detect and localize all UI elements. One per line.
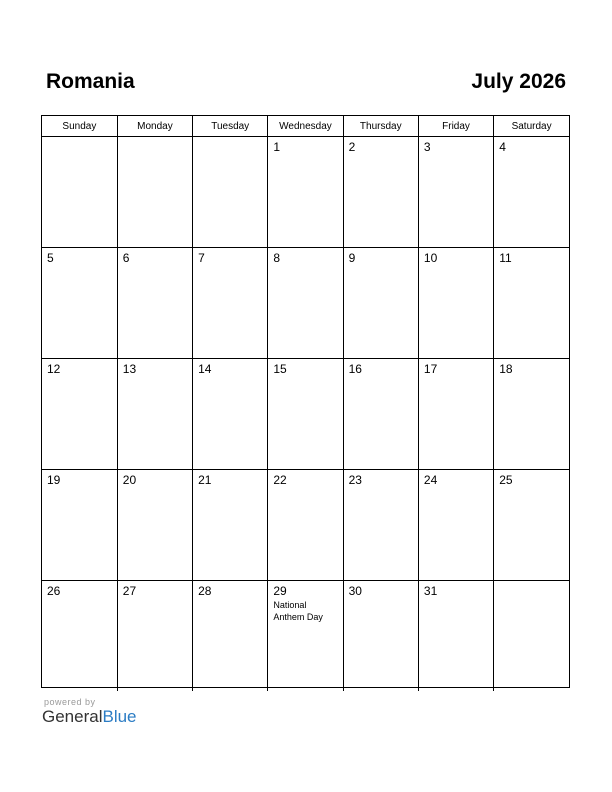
day-cell-content bbox=[494, 470, 569, 580]
day-cell[interactable] bbox=[418, 470, 493, 581]
day-number: 13 bbox=[122, 362, 137, 376]
day-number: 20 bbox=[122, 473, 137, 487]
day-number: 15 bbox=[273, 362, 287, 376]
day-cell-content bbox=[193, 470, 267, 580]
day-cell[interactable] bbox=[42, 359, 117, 470]
day-cell[interactable] bbox=[42, 248, 117, 359]
day-cell[interactable] bbox=[42, 581, 117, 692]
day-cell[interactable] bbox=[343, 470, 418, 581]
day-number: 12 bbox=[47, 362, 61, 376]
day-number: 16 bbox=[348, 362, 362, 376]
week-row bbox=[42, 470, 569, 581]
week-row bbox=[42, 359, 569, 470]
day-cell[interactable] bbox=[494, 359, 569, 470]
brand-general-text: General bbox=[42, 707, 103, 726]
day-number: 4 bbox=[499, 140, 506, 154]
day-cell[interactable] bbox=[42, 137, 117, 248]
day-cell[interactable] bbox=[494, 470, 569, 581]
day-cell-content bbox=[193, 359, 267, 469]
day-cell-content bbox=[494, 581, 569, 691]
generalblue-logo[interactable] bbox=[42, 707, 137, 727]
day-cell[interactable] bbox=[193, 470, 268, 581]
day-number: 5 bbox=[47, 251, 54, 265]
day-number: 19 bbox=[47, 473, 61, 487]
day-cell[interactable] bbox=[418, 581, 493, 692]
day-cell[interactable] bbox=[117, 137, 192, 248]
day-cell-content bbox=[419, 359, 493, 469]
weekday-sunday: Sunday bbox=[42, 116, 117, 137]
day-cell[interactable] bbox=[418, 359, 493, 470]
day-number: 6 bbox=[122, 251, 130, 265]
day-cell[interactable] bbox=[343, 359, 418, 470]
brand-blue-text: Blue bbox=[102, 707, 137, 726]
day-cell-content bbox=[118, 581, 192, 691]
day-cell[interactable] bbox=[193, 137, 268, 248]
day-cell-content bbox=[494, 248, 569, 358]
day-cell[interactable] bbox=[268, 470, 343, 581]
day-number: 1 bbox=[273, 140, 281, 154]
day-cell-content bbox=[494, 137, 569, 247]
day-number: 31 bbox=[423, 584, 438, 598]
day-cell-content bbox=[42, 137, 117, 247]
day-cell-content bbox=[344, 359, 418, 469]
day-cell[interactable] bbox=[494, 581, 569, 692]
weekday-wednesday: Wednesday bbox=[268, 116, 343, 137]
weekday-saturday: Saturday bbox=[494, 116, 569, 137]
week-row bbox=[42, 581, 569, 692]
day-cell-content bbox=[344, 137, 418, 247]
month-calendar-grid bbox=[41, 115, 570, 688]
day-cell[interactable] bbox=[418, 248, 493, 359]
day-cell-content bbox=[494, 359, 569, 469]
day-number: 30 bbox=[348, 584, 362, 598]
powered-by-text: powered by bbox=[44, 697, 96, 707]
day-cell[interactable] bbox=[418, 137, 493, 248]
day-cell-content bbox=[42, 359, 117, 469]
day-cell[interactable] bbox=[193, 248, 268, 359]
day-cell-content bbox=[344, 470, 418, 580]
day-cell-content bbox=[268, 359, 342, 469]
week-row bbox=[42, 137, 569, 248]
day-cell[interactable] bbox=[343, 137, 418, 248]
day-cell-content bbox=[193, 581, 267, 691]
day-cell[interactable] bbox=[343, 581, 418, 692]
day-cell[interactable] bbox=[42, 470, 117, 581]
calendar-body bbox=[42, 137, 569, 692]
weekday-monday: Monday bbox=[117, 116, 192, 137]
day-cell-content bbox=[118, 248, 192, 358]
day-cell-content bbox=[268, 248, 342, 358]
day-number: 28 bbox=[198, 584, 212, 598]
day-cell-content bbox=[193, 248, 267, 358]
day-cell[interactable] bbox=[117, 470, 192, 581]
day-number: 25 bbox=[499, 473, 513, 487]
day-cell-content bbox=[419, 137, 493, 247]
weekday-friday: Friday bbox=[418, 116, 493, 137]
day-cell[interactable] bbox=[494, 137, 569, 248]
day-number: 9 bbox=[348, 251, 356, 265]
day-number: 29 bbox=[273, 584, 287, 598]
day-cell-content bbox=[344, 248, 418, 358]
weekday-header-row bbox=[42, 116, 569, 137]
day-number: 11 bbox=[499, 251, 512, 265]
day-cell[interactable] bbox=[193, 581, 268, 692]
day-cell[interactable] bbox=[117, 581, 192, 692]
day-cell-content bbox=[419, 470, 493, 580]
day-cell[interactable] bbox=[268, 248, 343, 359]
day-cell-content bbox=[268, 470, 342, 580]
day-cell-content bbox=[419, 581, 493, 691]
day-number: 23 bbox=[348, 473, 362, 487]
week-row bbox=[42, 248, 569, 359]
day-number: 17 bbox=[423, 362, 438, 376]
day-cell-content bbox=[419, 248, 493, 358]
weekday-thursday: Thursday bbox=[343, 116, 418, 137]
day-cell[interactable] bbox=[117, 359, 192, 470]
calendar-header bbox=[46, 70, 566, 100]
day-cell-content bbox=[268, 581, 342, 691]
footer-branding bbox=[42, 697, 137, 727]
day-cell-content bbox=[118, 470, 192, 580]
day-cell[interactable] bbox=[343, 248, 418, 359]
day-cell[interactable] bbox=[494, 248, 569, 359]
day-number: 2 bbox=[348, 140, 356, 154]
day-cell[interactable] bbox=[193, 359, 268, 470]
day-cell-content bbox=[42, 581, 117, 691]
day-cell-content bbox=[42, 248, 117, 358]
day-number: 24 bbox=[423, 473, 438, 487]
country-title: Romania bbox=[46, 70, 135, 93]
day-number: 27 bbox=[122, 584, 137, 598]
day-cell-content bbox=[118, 137, 192, 247]
day-number: 14 bbox=[198, 362, 212, 376]
day-number: 8 bbox=[273, 251, 281, 265]
day-cell-content bbox=[42, 470, 117, 580]
day-cell[interactable] bbox=[117, 248, 192, 359]
day-number: 7 bbox=[198, 251, 205, 265]
day-number: 3 bbox=[423, 140, 431, 154]
day-cell-content bbox=[268, 137, 342, 247]
day-number: 10 bbox=[423, 251, 438, 265]
day-cell-content bbox=[193, 137, 267, 247]
holiday-label: National Anthem Day bbox=[273, 600, 323, 622]
day-cell-content bbox=[344, 581, 418, 691]
day-number: 21 bbox=[198, 473, 212, 487]
day-number: 22 bbox=[273, 473, 287, 487]
day-cell[interactable] bbox=[268, 359, 343, 470]
month-year-title: July 2026 bbox=[471, 70, 566, 93]
day-number: 26 bbox=[47, 584, 61, 598]
day-number: 18 bbox=[499, 362, 513, 376]
weekday-tuesday: Tuesday bbox=[193, 116, 268, 137]
calendar-table bbox=[42, 116, 569, 691]
day-cell-content bbox=[118, 359, 192, 469]
day-cell[interactable] bbox=[268, 137, 343, 248]
day-cell[interactable] bbox=[268, 581, 343, 692]
